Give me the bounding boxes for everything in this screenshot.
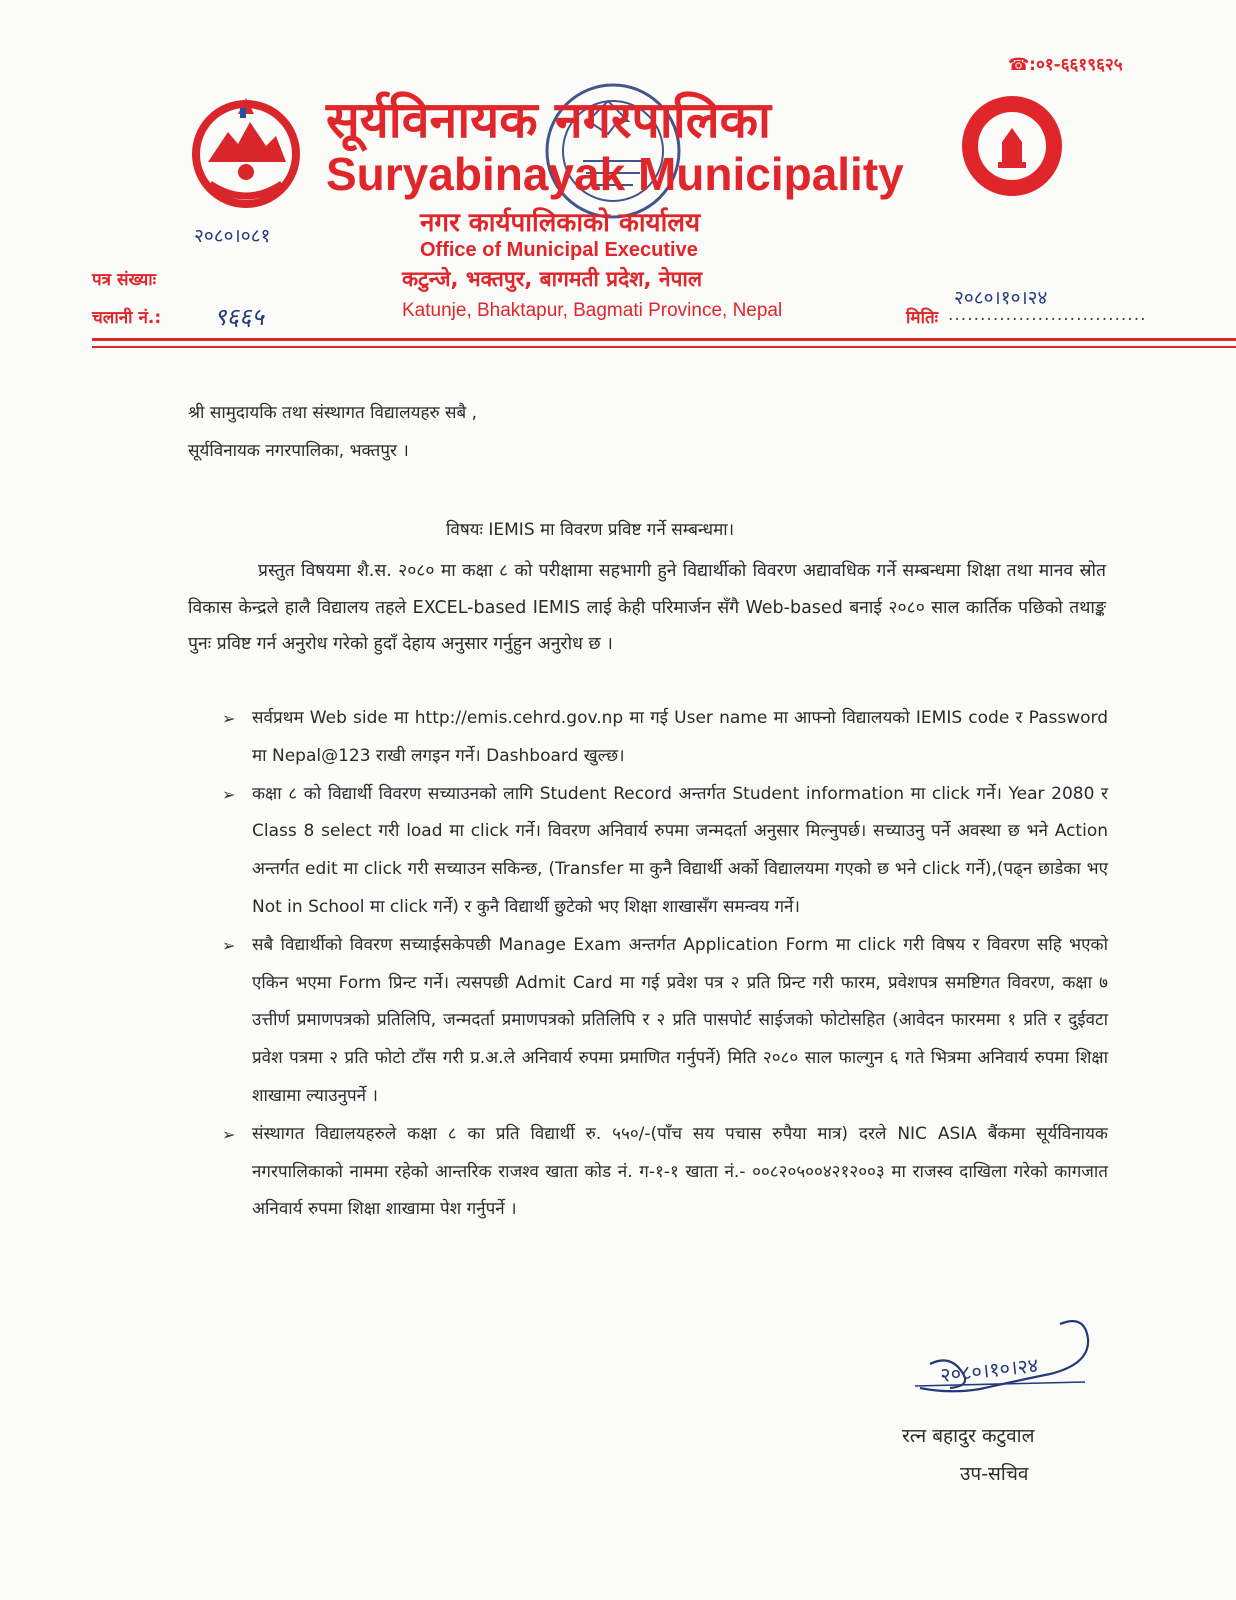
signatory-title: उप-सचिव [960, 1463, 1029, 1485]
instruction-text: संस्थागत विद्यालयहरुले कक्षा ८ का प्रति विद्यार्थी रु. ५५०/-(पाँच सय पचास रुपैया मात्र) दरले NIC ASIA बैंकमा सूर्यविनायक नगरपालिकाको नाममा रहेको आन्तरिक राजश्व खाता कोड नं. ग-१-१ खाता नं.- ००८२०५००४२१२००३ मा राजस्व दाखिला गरेको कागजात अनिवार्य रुपमा शिक्षा शाखामा पेश गर्नुपर्ने । [252, 1123, 1108, 1220]
instruction-text: सर्वप्रथम Web side मा http://emis.cehrd.gov.np मा गई User name मा आफ्नो विद्यालयको IEMIS code र Password मा Nepal@123 राखी लगइन गर्ने। Dashboard खुल्छ। [252, 708, 1108, 766]
nepal-emblem-icon [180, 92, 312, 212]
arrow-bullet-icon: ➢ [222, 1124, 236, 1144]
header-divider-thin [92, 346, 1236, 348]
signatory-name: रत्न बहादुर कटुवाल [902, 1425, 1035, 1447]
arrow-bullet-icon: ➢ [222, 784, 236, 804]
miti-dotted-line: ............................... [948, 305, 1147, 325]
fiscal-year-handwritten: २०८०।०८१ [194, 225, 271, 247]
miti-label: मितिः [906, 308, 939, 328]
list-item [222, 1116, 1108, 1229]
addressee-line-1: श्री सामुदायकि तथा संस्थागत विद्यालयहरु सबै , [188, 403, 478, 423]
list-item [222, 700, 1108, 776]
instruction-list [222, 700, 1108, 1229]
chalani-label: चलानी नं.: [92, 308, 162, 328]
office-title-english: Office of Municipal Executive [420, 239, 698, 261]
list-item [222, 927, 1108, 1116]
chalani-number-handwritten: ९६६५ [214, 303, 264, 331]
addressee-line-2: सूर्यविनायक नगरपालिका, भक्तपुर । [188, 441, 409, 461]
letter-subject: विषयः IEMIS मा विवरण प्रविष्ट गर्ने सम्बन्धमा। [446, 520, 735, 540]
patra-sankhya-label: पत्र संख्याः [92, 270, 157, 290]
header-divider-thick [92, 338, 1236, 341]
municipality-title-nepali: सूर्यविनायक नगरपालिका [326, 91, 771, 149]
address-english: Katunje, Bhaktapur, Bagmati Province, Nepal [402, 300, 783, 321]
municipality-seal-icon [958, 92, 1066, 200]
address-nepali: कटुन्जे, भक्तपुर, बागमती प्रदेश, नेपाल [402, 267, 703, 291]
phone-number: ☎:०१-६६१९६२५ [1008, 55, 1123, 75]
intro-text: प्रस्तुत विषयमा शै.स. २०८० मा कक्षा ८ को परीक्षामा सहभागी हुने विद्यार्थीको विवरण अद्यावधिक गर्ने सम्बन्धमा शिक्षा तथा मानव स्रोत विकास केन्द्रले हालै विद्यालय तहले EXCEL-based IEMIS लाई केही परिमार्जन सँगै Web-based बनाई २०८० साल कार्तिक पछिको तथाङ्क पुनः प्रविष्ट गर्न अनुरोध गरेको हुदाँ देहाय अनुसार गर्नुहुन अनुरोध छ । [188, 561, 1106, 654]
intro-paragraph [188, 553, 1106, 663]
arrow-bullet-icon: ➢ [222, 935, 236, 955]
arrow-bullet-icon: ➢ [222, 709, 236, 728]
instruction-text: कक्षा ८ को विद्यार्थी विवरण सच्याउनको लागि Student Record अन्तर्गत Student information मा click गर्ने। Year 2080 र Class 8 select गरी load मा click गर्ने। विवरण अनिवार्य रुपमा जन्मदर्ता अनुसार मिल्नुपर्छ। सच्याउनु पर्ने अवस्था छ भने Action अन्तर्गत edit मा click गरी सच्याउन सकिन्छ, (Transfer मा कुनै विद्यार्थी अर्को विद्यालयमा गएको छ भने click गर्ने),(पढ्न छाडेका भए Not in School मा click गर्ने) र कुनै विद्यार्थी छुटेको भए शिक्षा शाखासँग समन्वय गर्ने। [252, 783, 1108, 917]
municipality-title-english: Suryabinayak Municipality [326, 148, 904, 200]
list-item [222, 776, 1108, 927]
office-title-nepali: नगर कार्यपालिकाको कार्यालय [420, 208, 701, 238]
instruction-text: सबै विद्यार्थीको विवरण सच्याईसकेपछी Manage Exam अन्तर्गत Application Form मा click गरी विषय र विवरण सहि भएको एकिन भएमा Form प्रिन्ट गर्ने। त्यसपछी Admit Card मा गई प्रवेश पत्र २ प्रति प्रिन्ट गरी फारम, प्रवेशपत्र समष्टिगत विवरण, कक्षा ७ उत्तीर्ण प्रमाणपत्रको प्रतिलिपि, जन्मदर्ता प्रमाणपत्रको प्रतिलिपि र २ प्रति पासपोर्ट साईजको फोटोसहित (आवेदन फारममा १ प्रति र दुईवटा प्रवेश पत्रमा २ प्रति फोटो टाँस गरी प्र.अ.ले अनिवार्य रुपमा प्रमाणित गर्नुपर्ने) मिति २०८० साल फाल्गुन ६ गते भित्रमा अनिवार्य रुपमा शिक्षा शाखामा ल्याउनुपर्ने । [252, 934, 1108, 1106]
date-handwritten: २०८०।१०।२४ [954, 287, 1048, 309]
signature-date-handwritten: २०८०।१०।२४ [939, 1352, 1040, 1388]
